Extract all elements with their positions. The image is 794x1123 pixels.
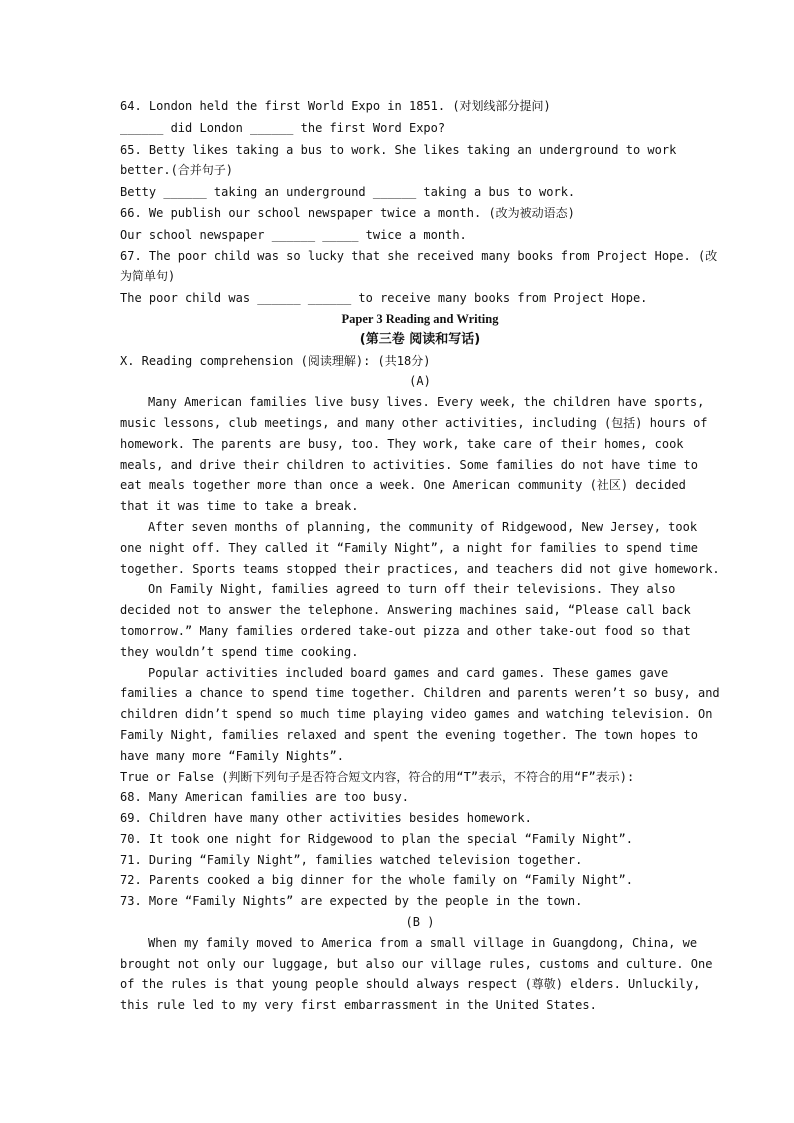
statement-item: 68. Many American families are too busy. bbox=[120, 790, 409, 805]
exercise-64-question: 64. London held the first World Expo in 1851. (对划线部分提问) bbox=[120, 99, 551, 113]
paper-title: Paper 3 Reading and Writing bbox=[341, 311, 499, 326]
passage-a-paragraph: On Family Night, families agreed to turn off their televisions. They also decided not to answer the telephone. Answering machines said, “Please call back tomorrow.” Many families ordered take-out pizza and other take-out food so that they wouldn’t spend time cooking. bbox=[120, 582, 698, 659]
passage-b-label: (B ) bbox=[405, 915, 435, 930]
statement-item: 70. It took one night for Ridgewood to plan the special “Family Night”. bbox=[120, 831, 633, 846]
statement-item: 72. Parents cooked a big dinner for the whole family on “Family Night”. bbox=[120, 873, 633, 888]
exercise-67-question: 67. The poor child was so lucky that she received many books from Project Hope. (改为简单句) bbox=[120, 248, 718, 284]
exercise-65-question: 65. Betty likes taking a bus to work. She likes taking an underground to work better.(合并句子) bbox=[120, 142, 684, 178]
passage-a-paragraph: After seven months of planning, the community of Ridgewood, New Jersey, took one night off. They called it “Family Night”, a night for families to spend time together. Sports teams stopped their practices, and teachers did not give homework. bbox=[120, 519, 720, 576]
statement-item: 73. More “Family Nights” are expected by the people in the town. bbox=[120, 894, 583, 909]
statement-item: 71. During “Family Night”, families watched television together. bbox=[120, 852, 583, 867]
passage-a-paragraph: Many American families live busy lives. Every week, the children have sports, music lessons, club meetings, and many other activities, including (包括) hours of homework. The parents are busy, too. They work, take care of their homes, cook meals, and drive their children to activities. Some families do not have time to eat meals together more than once a week. One American community (社区) decided that it was time to take a break. bbox=[120, 395, 715, 514]
exercise-66-answer: Our school newspaper ______ _____ twice a month. bbox=[120, 227, 467, 242]
true-false-instruction: True or False (判断下列句子是否符合短文内容，符合的用“T”表示，不符合的用“F”表示): bbox=[120, 769, 635, 784]
passage-b-paragraph: When my family moved to America from a small village in Guangdong, China, we brought not only our luggage, but also our village rules, customs and culture. One of the rules is that young people should always respect (尊敬) elders. Unluckily, this rule led to my very first embarrassment in the United States. bbox=[120, 935, 720, 1013]
passage-a-label: (A) bbox=[409, 374, 431, 389]
document-page bbox=[120, 96, 727, 1016]
paper-title-cn: (第三卷 阅读和写话) bbox=[359, 331, 481, 347]
exercise-67-answer: The poor child was ______ ______ to receive many books from Project Hope. bbox=[120, 291, 648, 306]
passage-a-paragraph: Popular activities included board games and card games. These games gave families a chance to spend time together. Children and parents weren’t so busy, and children didn’t spend so much time playing video games and watching television. On Family Night, families relaxed and spent the evening together. The town hopes to have many more “Family Nights”. bbox=[120, 665, 727, 763]
exercise-66-question: 66. We publish our school newspaper twice a month. (改为被动语态) bbox=[120, 205, 575, 220]
exercise-65-answer: Betty ______ taking an underground ______ taking a bus to work. bbox=[120, 185, 576, 200]
section-heading: X. Reading comprehension (阅读理解): (共18分) bbox=[120, 353, 431, 368]
exercise-64-answer: ______ did London ______ the first Word Expo? bbox=[120, 120, 446, 135]
statement-item: 69. Children have many other activities besides homework. bbox=[120, 811, 532, 826]
